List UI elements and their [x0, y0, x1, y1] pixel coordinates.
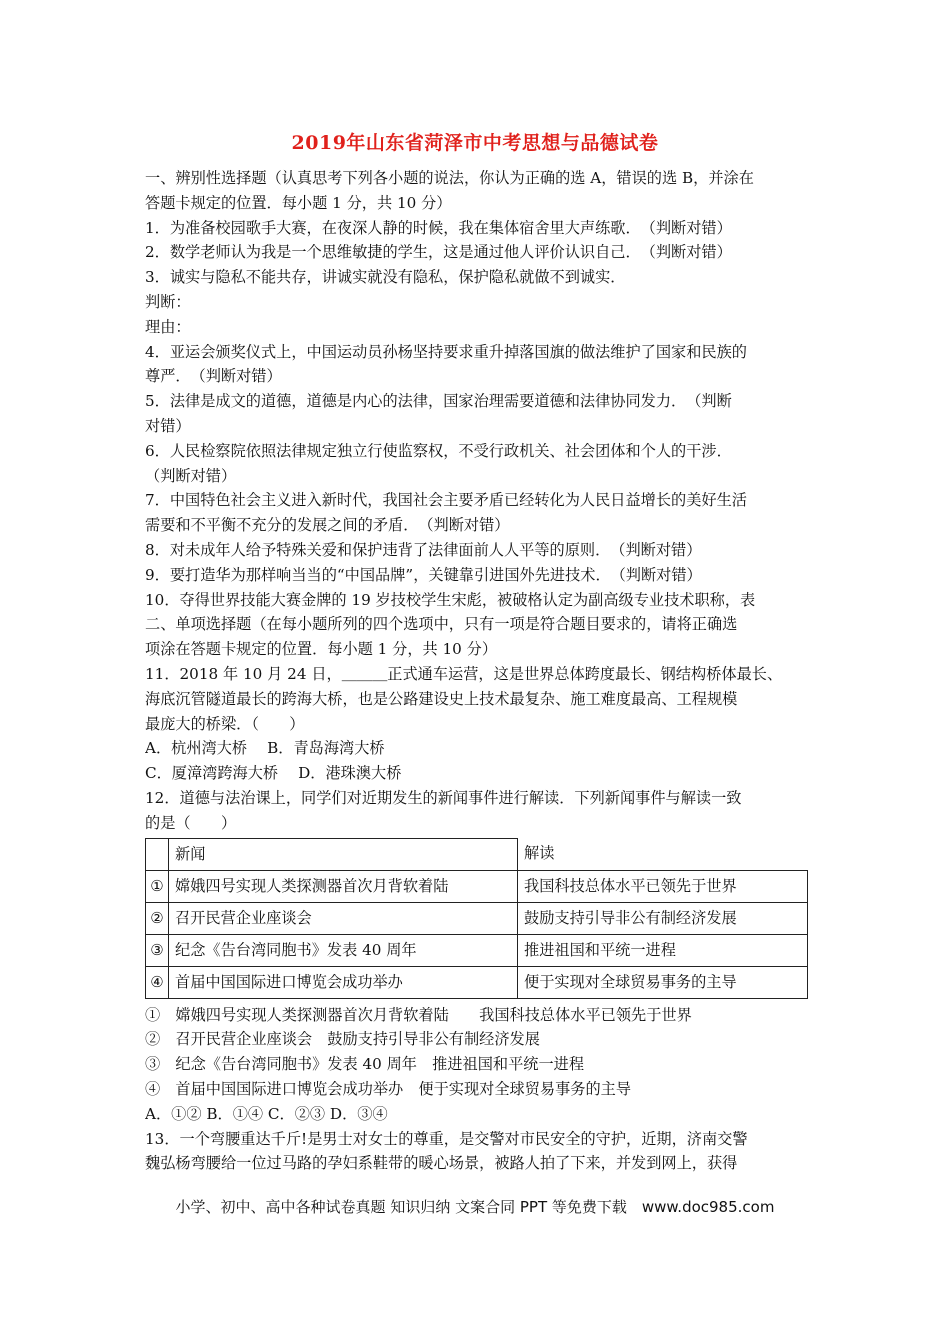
- text-line: 8．对未成年人给予特殊关爱和保护违背了法律面前人人平等的原则． （判断对错）: [145, 540, 702, 559]
- text-line: 魏弘杨弯腰给一位过马路的孕妇系鞋带的暖心场景，被路人拍了下来，并发到网上，获得: [145, 1154, 738, 1173]
- text-line: （判断对错）: [145, 466, 237, 485]
- text-line: A．杭州湾大桥 B．青岛海湾大桥: [145, 739, 385, 758]
- table-header-num: [146, 838, 169, 870]
- text-line: A．①② B．①④ C．②③ D．③④: [145, 1104, 388, 1123]
- table-header-reading: 解读: [518, 838, 808, 870]
- text-line: 海底沉管隧道最长的跨海大桥，也是公路建设史上技术最复杂、施工难度最高、工程规模: [145, 689, 738, 708]
- text-line: 10．夺得世界技能大赛金牌的 19 岁技校学生宋彪，被破格认定为副高级专业技术职称，表: [145, 590, 756, 609]
- text-line: 项涂在答题卡规定的位置．每小题 1 分，共 10 分）: [145, 640, 498, 659]
- news-cell: 首届中国国际进口博览会成功举办: [169, 966, 518, 998]
- reading-cell: 推进祖国和平统一进程: [518, 934, 808, 966]
- table-row: [146, 870, 808, 902]
- text-line: ① 嫦娥四号实现人类探测器首次月背软着陆 我国科技总体水平已领先于世界: [145, 1005, 692, 1024]
- reading-cell: 鼓励支持引导非公有制经济发展: [518, 902, 808, 934]
- news-cell: 嫦娥四号实现人类探测器首次月背软着陆: [169, 870, 518, 902]
- text-line: 2．数学老师认为我是一个思维敏捷的学生，这是通过他人评价认识自己． （判断对错）: [145, 243, 732, 262]
- text-line: 二、单项选择题（在每小题所列的四个选项中，只有一项是符合题目要求的，请将正确选: [145, 615, 738, 634]
- text-line: C．厦漳湾跨海大桥 D．港珠澳大桥: [145, 764, 402, 783]
- text-line: 需要和不平衡不充分的发展之间的矛盾． （判断对错）: [145, 516, 510, 535]
- text-line: ② 召开民营企业座谈会 鼓励支持引导非公有制经济发展: [145, 1030, 540, 1049]
- text-line: 对错）: [145, 416, 191, 435]
- text-line: 6．人民检察院依照法律规定独立行使监察权，不受行政机关、社会团体和个人的干涉．: [145, 441, 732, 460]
- row-number: ④: [146, 966, 169, 998]
- text-line: ④ 首届中国国际进口博览会成功举办 便于实现对全球贸易事务的主导: [145, 1079, 631, 1098]
- exam-body: [145, 166, 808, 1176]
- question-block-b: [145, 1003, 808, 1177]
- text-line: 3．诚实与隐私不能共存，讲诚实就没有隐私，保护隐私就做不到诚实．: [145, 268, 626, 287]
- text-line: ③ 纪念《告台湾同胞书》发表 40 周年 推进祖国和平统一进程: [145, 1055, 585, 1074]
- table-header-news: 新闻: [169, 838, 518, 870]
- news-cell: 召开民营企业座谈会: [169, 902, 518, 934]
- text-line: 答题卡规定的位置．每小题 1 分，共 10 分）: [145, 193, 452, 212]
- footer-text: 小学、初中、高中各种试卷真题 知识归纳 文案合同 PPT 等免费下载 www.doc985.com: [175, 1198, 775, 1216]
- text-line: 最庞大的桥梁．（ ）: [145, 714, 305, 733]
- news-cell: 纪念《告台湾同胞书》发表 40 周年: [169, 934, 518, 966]
- row-number: ③: [146, 934, 169, 966]
- row-number: ②: [146, 902, 169, 934]
- reading-cell: 便于实现对全球贸易事务的主导: [518, 966, 808, 998]
- text-line: 尊严． （判断对错）: [145, 367, 282, 386]
- text-line: 11．2018 年 10 月 24 日，＿＿＿正式通车运营，这是世界总体跨度最长、钢结构桥体最长、: [145, 664, 783, 683]
- table-header-row: [146, 838, 808, 870]
- table-row: [146, 966, 808, 998]
- text-line: 7．中国特色社会主义进入新时代，我国社会主要矛盾已经转化为人民日益增长的美好生活: [145, 491, 747, 510]
- news-table: [145, 838, 808, 999]
- text-line: 一、辨别性选择题（认真思考下列各小题的说法，你认为正确的选 A，错误的选 B，并涂在: [145, 169, 754, 187]
- text-line: 的是（ ）: [145, 813, 237, 832]
- question-block-a: [145, 166, 808, 836]
- text-line: 判断：: [145, 292, 191, 311]
- text-line: 5．法律是成文的道德，道德是内心的法律，国家治理需要道德和法律协同发力． （判断: [145, 392, 732, 411]
- text-line: 理由：: [145, 317, 191, 336]
- row-number: ①: [146, 870, 169, 902]
- text-line: 1．为准备校园歌手大赛，在夜深人静的时候，我在集体宿舍里大声练歌． （判断对错）: [145, 218, 732, 237]
- page-title: 2019年山东省菏泽市中考思想与品德试卷: [291, 132, 659, 154]
- table-row: [146, 934, 808, 966]
- reading-cell: 我国科技总体水平已领先于世界: [518, 870, 808, 902]
- table-row: [146, 902, 808, 934]
- text-line: 12．道德与法治课上，同学们对近期发生的新闻事件进行解读．下列新闻事件与解读一致: [145, 788, 742, 807]
- text-line: 9．要打造华为那样响当当的“中国品牌”，关键靠引进国外先进技术． （判断对错）: [145, 565, 702, 584]
- text-line: 4．亚运会颁奖仪式上，中国运动员孙杨坚持要求重升掉落国旗的做法维护了国家和民族的: [145, 342, 747, 361]
- text-line: 13．一个弯腰重达千斤!是男士对女士的尊重，是交警对市民安全的守护，近期，济南交警: [145, 1129, 748, 1148]
